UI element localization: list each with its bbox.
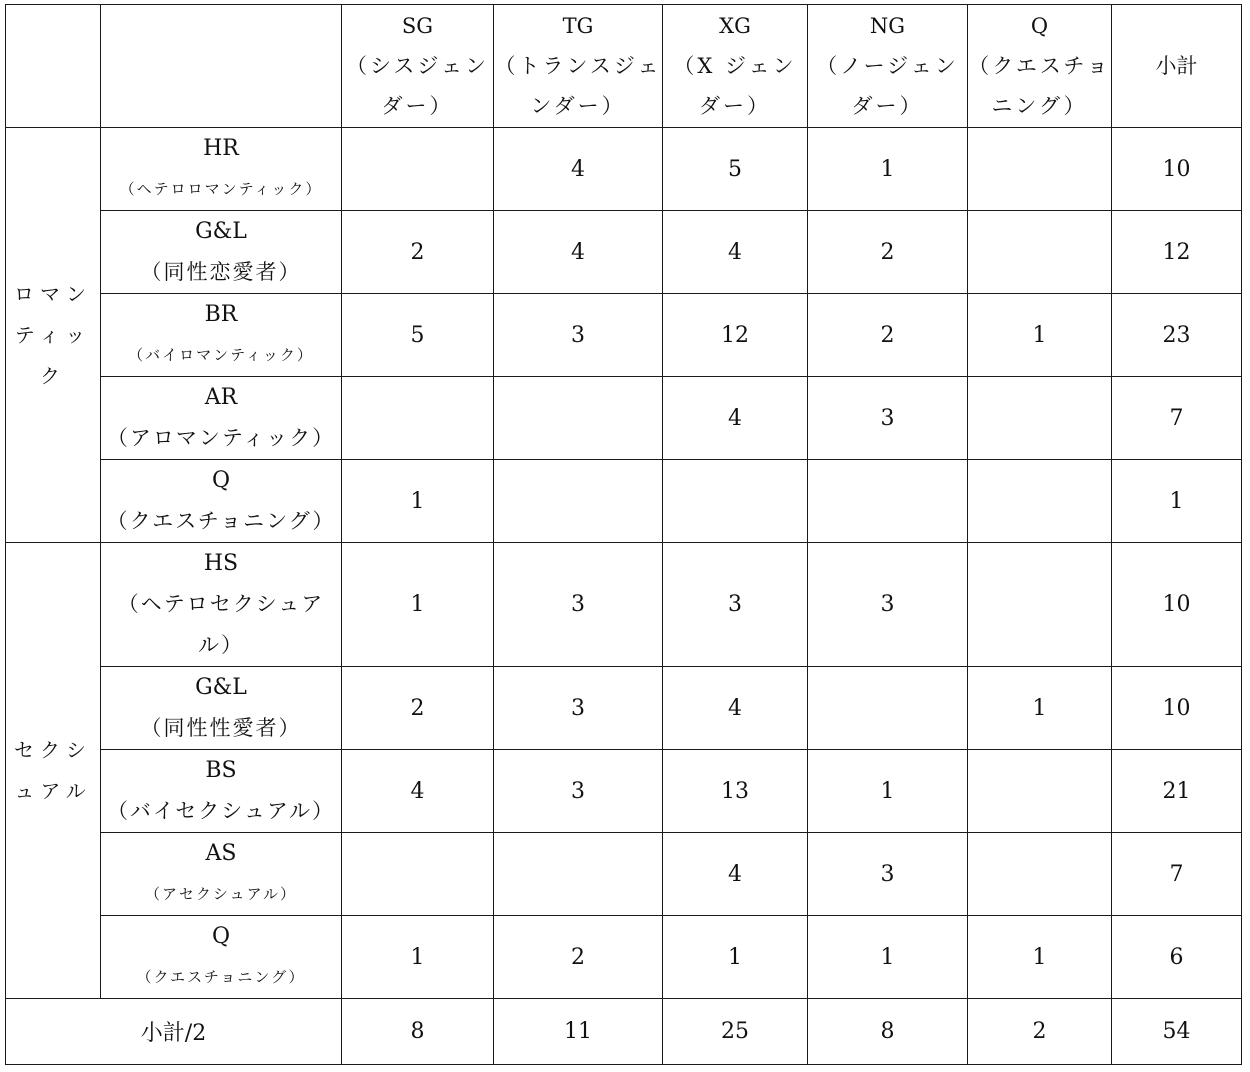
column-abbr: XG [719, 14, 751, 38]
value-cell: 2 [494, 916, 663, 999]
value-cell: 1 [342, 460, 494, 543]
table-row [6, 543, 1242, 667]
row-abbr: G&L [195, 219, 247, 244]
value-cell: 12 [663, 294, 808, 377]
value-cell: 10 [1112, 543, 1242, 667]
value-cell: 4 [494, 128, 663, 211]
value-cell: 6 [1112, 916, 1242, 999]
column-abbr: NG [869, 14, 906, 38]
value-cell: 3 [494, 750, 663, 833]
value-cell: 4 [663, 833, 808, 916]
row-full-name: （同性恋愛者） [140, 260, 302, 284]
value-cell: 4 [342, 750, 494, 833]
value-cell: 3 [808, 377, 968, 460]
column-full-name: （X ジェンダー） [673, 54, 797, 118]
column-header-q [968, 5, 1112, 128]
column-full-name: （ノージェンダー） [816, 54, 959, 118]
total-value-cell: 8 [342, 999, 494, 1065]
column-header-subtotal [1112, 5, 1242, 128]
row-abbr: G&L [195, 675, 247, 700]
row-full-name: （バイロマンティック） [128, 346, 314, 364]
row-abbr: Q [211, 468, 231, 493]
total-row-label: 小計/2 [6, 999, 342, 1065]
value-cell [968, 833, 1112, 916]
row-abbr: HS [203, 551, 239, 576]
value-cell: 1 [663, 916, 808, 999]
row-group-label: セクシュアル [6, 543, 101, 999]
value-cell: 1 [968, 916, 1112, 999]
table-row [6, 750, 1242, 833]
value-cell [808, 667, 968, 750]
value-cell: 2 [342, 667, 494, 750]
column-full-name: 小計 [1155, 54, 1198, 78]
row-abbr: AS [205, 841, 237, 866]
row-full-name: （ヘテロセクシュアル） [117, 592, 325, 657]
row-full-name: （同性性愛者） [140, 716, 302, 740]
value-cell: 21 [1112, 750, 1242, 833]
value-cell: 1 [342, 916, 494, 999]
row-abbr: BR [204, 302, 238, 327]
column-abbr: TG [562, 14, 594, 38]
row-full-name: （アロマンティック） [106, 426, 336, 450]
table-row [6, 211, 1242, 294]
row-abbr: HR [203, 136, 239, 161]
row-abbr: Q [211, 924, 231, 949]
column-header-tg [494, 5, 663, 128]
row-full-name: （バイセクシュアル） [106, 799, 336, 823]
column-abbr: SG [401, 14, 434, 38]
row-label [101, 460, 342, 543]
value-cell [968, 377, 1112, 460]
row-full-name: （ヘテロロマンティック） [119, 180, 323, 198]
value-cell: 1 [1112, 460, 1242, 543]
value-cell: 3 [808, 543, 968, 667]
value-cell: 4 [663, 211, 808, 294]
value-cell [968, 128, 1112, 211]
row-full-name: （アセクシュアル） [145, 885, 297, 903]
row-group-label: ロマンティック [6, 128, 101, 543]
value-cell: 7 [1112, 377, 1242, 460]
data-table [5, 4, 1242, 1065]
value-cell: 3 [494, 543, 663, 667]
value-cell: 2 [808, 294, 968, 377]
row-label [101, 750, 342, 833]
value-cell: 3 [494, 294, 663, 377]
corner-cell [101, 5, 342, 128]
row-full-name: （クエスチョニング） [106, 509, 336, 533]
value-cell [663, 460, 808, 543]
value-cell: 4 [494, 211, 663, 294]
header-row [6, 5, 1242, 128]
column-full-name: （トランスジェンダー） [494, 54, 662, 118]
value-cell [968, 750, 1112, 833]
value-cell [494, 833, 663, 916]
table-row [6, 460, 1242, 543]
row-label [101, 128, 342, 211]
value-cell [968, 460, 1112, 543]
value-cell: 1 [808, 916, 968, 999]
value-cell: 1 [968, 667, 1112, 750]
row-label [101, 916, 342, 999]
column-header-ng [808, 5, 968, 128]
value-cell: 1 [968, 294, 1112, 377]
column-abbr: Q [1030, 14, 1049, 38]
row-label [101, 211, 342, 294]
table-row [6, 916, 1242, 999]
row-abbr: AR [204, 385, 238, 410]
row-label [101, 543, 342, 667]
column-header-sg [342, 5, 494, 128]
row-full-name: （クエスチョニング） [136, 968, 306, 986]
value-cell [342, 377, 494, 460]
value-cell: 7 [1112, 833, 1242, 916]
total-value-cell: 8 [808, 999, 968, 1065]
row-label [101, 377, 342, 460]
value-cell: 4 [663, 667, 808, 750]
row-label [101, 667, 342, 750]
value-cell: 5 [342, 294, 494, 377]
value-cell: 3 [663, 543, 808, 667]
value-cell: 1 [808, 128, 968, 211]
value-cell: 3 [494, 667, 663, 750]
value-cell [808, 460, 968, 543]
total-value-cell: 11 [494, 999, 663, 1065]
value-cell [968, 211, 1112, 294]
column-full-name: （シスジェンダー） [346, 54, 489, 118]
corner-cell [6, 5, 101, 128]
value-cell [968, 543, 1112, 667]
table-row [6, 377, 1242, 460]
value-cell [342, 128, 494, 211]
value-cell [494, 377, 663, 460]
row-label [101, 294, 342, 377]
value-cell: 12 [1112, 211, 1242, 294]
table-row [6, 294, 1242, 377]
value-cell: 2 [808, 211, 968, 294]
value-cell: 2 [342, 211, 494, 294]
value-cell: 10 [1112, 128, 1242, 211]
row-abbr: BS [205, 758, 237, 783]
value-cell: 3 [808, 833, 968, 916]
total-value-cell: 54 [1112, 999, 1242, 1065]
total-value-cell: 2 [968, 999, 1112, 1065]
value-cell: 10 [1112, 667, 1242, 750]
value-cell: 5 [663, 128, 808, 211]
value-cell [494, 460, 663, 543]
column-full-name: （クエスチョニング） [968, 54, 1111, 118]
value-cell: 4 [663, 377, 808, 460]
column-header-xg [663, 5, 808, 128]
value-cell [342, 833, 494, 916]
table-row [6, 833, 1242, 916]
value-cell: 1 [808, 750, 968, 833]
value-cell: 13 [663, 750, 808, 833]
table-row [6, 128, 1242, 211]
value-cell: 1 [342, 543, 494, 667]
table-row [6, 667, 1242, 750]
total-value-cell: 25 [663, 999, 808, 1065]
value-cell: 23 [1112, 294, 1242, 377]
total-row [6, 999, 1242, 1065]
row-label [101, 833, 342, 916]
